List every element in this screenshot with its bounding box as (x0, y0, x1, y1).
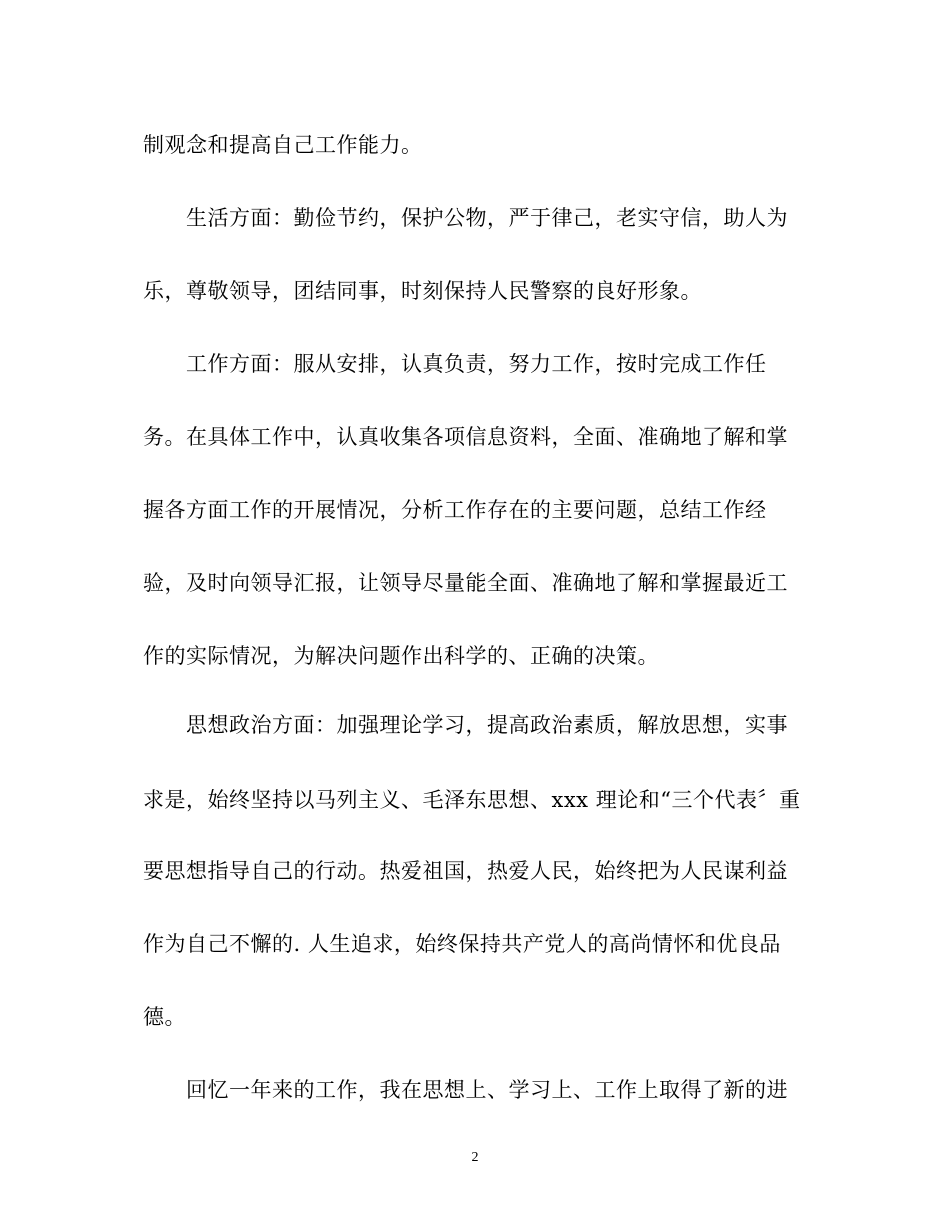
text-line: 求是，始终坚持以马列主义、毛泽东思想、xxx 理论和“三个代表〞重 (143, 788, 801, 812)
text-line: 制观念和提高自己工作能力。 (143, 133, 423, 157)
text-line: 务。在具体工作中，认真收集各项信息资料，全面、准确地了解和掌 (143, 425, 788, 449)
text-line: 要思想指导自己的行动。热爱祖国，热爱人民，始终把为人民谋利益 (143, 859, 788, 883)
text-line: 乐，尊敬领导，团结同事，时刻保持人民警察的良好形象。 (143, 279, 702, 303)
text-line: 握各方面工作的开展情况，分析工作存在的主要问题，总结工作经 (143, 498, 767, 522)
text-line: 德。 (143, 1005, 186, 1029)
text-line: 作为自己不懈的. 人生追求，始终保持共产党人的高尚情怀和优良品 (143, 932, 781, 956)
paragraph-start-line: 工作方面：服从安排，认真负责，努力工作，按时完成工作任 (186, 352, 767, 376)
page-number: 2 (471, 1150, 479, 1165)
text-line: 作的实际情况，为解决问题作出科学的、正确的决策。 (143, 644, 659, 668)
text-line: 验，及时向领导汇报，让领导尽量能全面、准确地了解和掌握最近工 (143, 571, 788, 595)
paragraph-start-line: 生活方面：勤俭节约，保护公物，严于律己，老实守信，助人为 (186, 206, 788, 230)
paragraph-start-line: 思想政治方面：加强理论学习，提高政治素质，解放思想，实事 (186, 713, 788, 737)
paragraph-start-line: 回忆一年来的工作，我在思想上、学习上、工作上取得了新的进 (186, 1078, 788, 1102)
